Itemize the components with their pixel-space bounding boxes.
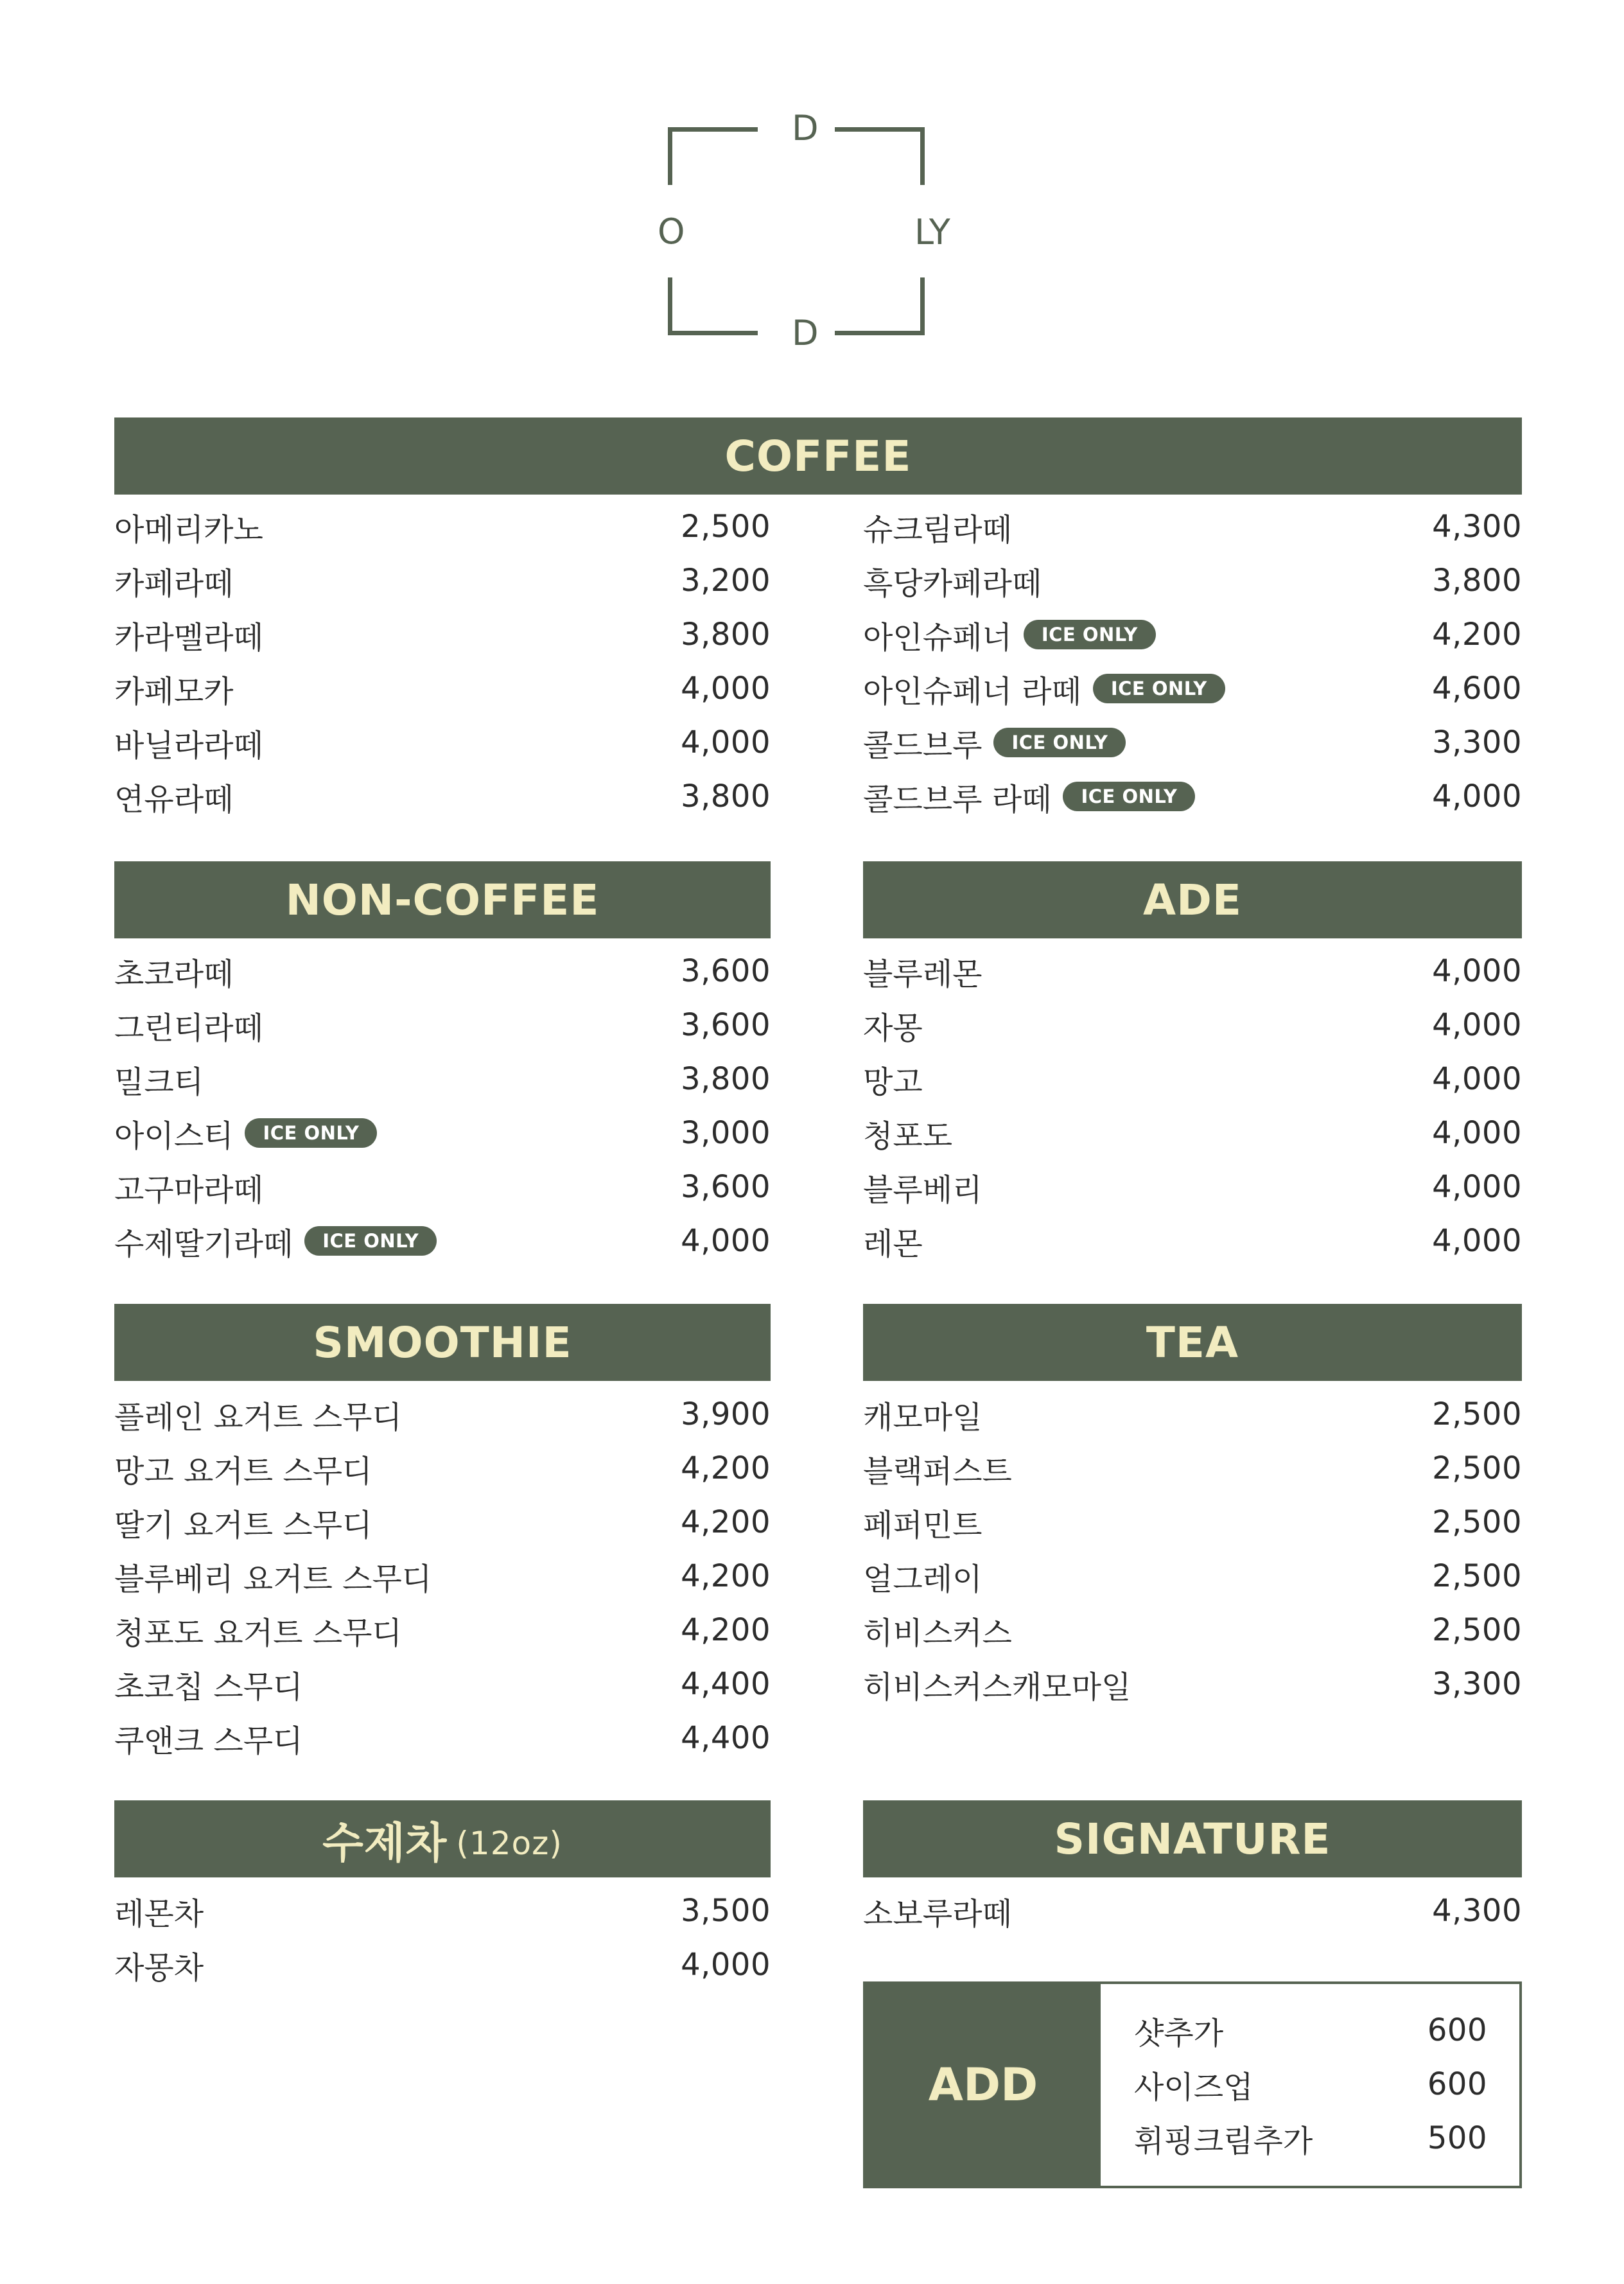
logo-letter-top: D	[792, 108, 819, 148]
item-name-text: 수제딸기라떼	[114, 1225, 293, 1262]
item-name: 초코칩 스무디	[114, 1669, 303, 1705]
item-price: 4,000	[1432, 1169, 1522, 1205]
item-name	[114, 1057, 204, 1102]
handmade-tea-list	[114, 1884, 771, 1992]
item-name: 망고 요거트 스무디	[114, 1453, 372, 1489]
item-price: 4,000	[1432, 1061, 1522, 1097]
menu-item	[863, 1603, 1522, 1657]
menu-item	[863, 500, 1522, 554]
item-name: 연유라떼	[114, 781, 234, 818]
item-price: 3,800	[681, 778, 771, 814]
add-option	[1134, 2111, 1487, 2165]
item-price: 4,400	[681, 1720, 771, 1756]
item-name	[863, 559, 1042, 603]
logo-frame-line	[668, 127, 672, 185]
ice-only-badge: ICE ONLY	[304, 1226, 437, 1256]
item-price: 3,500	[681, 1893, 771, 1929]
ice-only-badge: ICE ONLY	[245, 1118, 377, 1148]
menu-item	[114, 1441, 771, 1495]
item-name-text: 그린티라떼	[114, 1010, 263, 1046]
item-price: 2,500	[1432, 1504, 1522, 1540]
logo-letter-right: LY	[914, 212, 950, 252]
menu-item	[114, 716, 771, 769]
logo-frame-line	[668, 277, 672, 335]
menu-item	[114, 1603, 771, 1657]
item-name-text: 초코라떼	[114, 956, 234, 992]
item-price: 4,000	[681, 671, 771, 707]
add-option	[1134, 2057, 1487, 2111]
item-price: 4,000	[1432, 1007, 1522, 1043]
item-price: 3,900	[681, 1396, 771, 1432]
tea-list	[863, 1387, 1522, 1711]
menu-item	[114, 554, 771, 608]
coffee-header	[114, 417, 1522, 495]
item-price: 3,800	[1432, 563, 1522, 599]
option-price: 600	[1427, 2066, 1487, 2102]
logo-frame-line	[920, 277, 925, 335]
menu-item	[863, 1214, 1522, 1268]
option-name: 샷추가	[1134, 2015, 1224, 2051]
non-coffee-list	[114, 944, 771, 1268]
option-name: 휘핑크림추가	[1134, 2123, 1313, 2159]
menu-item	[863, 608, 1522, 662]
menu-item	[863, 554, 1522, 608]
item-name-text: 콜드브루	[863, 727, 982, 764]
menu-item	[114, 769, 771, 823]
menu-item	[863, 1549, 1522, 1603]
menu-item	[863, 1160, 1522, 1214]
coffee-list-right	[863, 500, 1522, 823]
item-price: 4,400	[681, 1666, 771, 1702]
item-name-text: 콜드브루 라떼	[863, 781, 1052, 818]
item-price: 4,200	[681, 1612, 771, 1648]
item-price: 2,500	[681, 509, 771, 545]
menu-item	[114, 1214, 771, 1268]
ade-title: ADE	[1143, 875, 1242, 925]
smoothie-title: SMOOTHIE	[313, 1317, 572, 1367]
menu-item	[863, 1441, 1522, 1495]
logo-frame-line	[835, 127, 925, 132]
item-name-text: 슈크림라떼	[863, 511, 1012, 548]
item-price: 3,200	[681, 563, 771, 599]
ice-only-badge: ICE ONLY	[1024, 620, 1156, 649]
item-price: 4,000	[1432, 1115, 1522, 1151]
item-price: 3,600	[681, 953, 771, 989]
logo-frame-line	[835, 331, 925, 335]
item-name: 소보루라떼	[863, 1895, 1012, 1932]
menu-item	[863, 1052, 1522, 1106]
item-name	[863, 775, 1195, 819]
item-name	[863, 721, 1126, 765]
menu-item	[114, 608, 771, 662]
tea-title: TEA	[1146, 1317, 1239, 1367]
item-price: 4,000	[681, 1223, 771, 1259]
ice-only-badge: ICE ONLY	[1063, 782, 1195, 811]
menu-item	[863, 944, 1522, 998]
menu-item	[863, 1657, 1522, 1711]
menu-item	[863, 716, 1522, 769]
item-name: 청포도	[863, 1118, 953, 1154]
menu-item	[114, 1106, 771, 1160]
signature-list	[863, 1884, 1522, 1938]
item-name	[863, 505, 1012, 549]
menu-item	[863, 1884, 1522, 1938]
item-price: 2,500	[1432, 1450, 1522, 1486]
item-price: 2,500	[1432, 1558, 1522, 1594]
item-name: 블랙퍼스트	[863, 1453, 1012, 1489]
item-name: 쿠앤크 스무디	[114, 1723, 303, 1759]
item-name-text: 흑당카페라떼	[863, 565, 1042, 602]
item-price: 3,000	[681, 1115, 771, 1151]
item-name-text: 고구마라떼	[114, 1172, 263, 1208]
item-price: 4,200	[681, 1504, 771, 1540]
item-name: 플레인 요거트 스무디	[114, 1399, 402, 1436]
item-name	[114, 1165, 263, 1209]
non-coffee-header	[114, 861, 771, 938]
item-price: 4,000	[681, 725, 771, 760]
item-name	[114, 1111, 377, 1155]
item-price: 4,000	[681, 1947, 771, 1983]
item-price: 4,000	[1432, 953, 1522, 989]
handmade-tea-header	[114, 1800, 771, 1877]
item-name: 카페라떼	[114, 565, 234, 602]
tea-header	[863, 1304, 1522, 1381]
logo-letter-bottom: D	[792, 313, 819, 353]
menu-item	[114, 662, 771, 716]
item-name: 청포도 요거트 스무디	[114, 1615, 402, 1651]
option-price: 500	[1427, 2120, 1487, 2156]
add-option	[1134, 2003, 1487, 2057]
menu-item	[114, 1160, 771, 1214]
option-name: 사이즈업	[1134, 2069, 1253, 2105]
menu-item	[114, 1387, 771, 1441]
menu-item	[863, 662, 1522, 716]
menu-item	[114, 1657, 771, 1711]
menu-item	[114, 1938, 771, 1992]
item-price: 4,300	[1432, 1893, 1522, 1929]
item-name: 카라멜라떼	[114, 619, 263, 656]
item-name: 레몬	[863, 1225, 923, 1262]
item-name: 캐모마일	[863, 1399, 982, 1436]
item-name: 얼그레이	[863, 1561, 982, 1597]
item-price: 2,500	[1432, 1612, 1522, 1648]
item-price: 4,200	[1432, 617, 1522, 653]
item-price: 4,300	[1432, 509, 1522, 545]
item-name-text: 아이스티	[114, 1118, 234, 1154]
logo-letter-left: O	[658, 211, 685, 252]
item-price: 4,200	[681, 1450, 771, 1486]
item-name: 카페모카	[114, 673, 234, 710]
item-name: 블루베리	[863, 1172, 982, 1208]
coffee-list-left	[114, 500, 771, 823]
item-name: 딸기 요거트 스무디	[114, 1507, 372, 1543]
menu-item	[114, 998, 771, 1052]
menu-item	[114, 500, 771, 554]
ice-only-badge: ICE ONLY	[993, 728, 1126, 757]
item-name-text: 아인슈페너 라떼	[863, 673, 1081, 710]
oddly-logo	[658, 108, 950, 353]
item-name	[114, 1003, 263, 1048]
item-name: 망고	[863, 1064, 923, 1100]
menu-item	[863, 1495, 1522, 1549]
coffee-title: COFFEE	[724, 431, 912, 481]
add-options-list	[1101, 1984, 1519, 2186]
item-name-text: 아인슈페너	[863, 619, 1012, 656]
item-price: 3,600	[681, 1007, 771, 1043]
logo-frame-line	[668, 331, 758, 335]
menu-item	[114, 1495, 771, 1549]
menu-item	[863, 769, 1522, 823]
item-name: 히비스커스캐모마일	[863, 1669, 1131, 1705]
item-price: 3,300	[1432, 1666, 1522, 1702]
ade-list	[863, 944, 1522, 1268]
menu-item	[863, 1387, 1522, 1441]
menu-item	[863, 998, 1522, 1052]
menu-item	[114, 1711, 771, 1765]
smoothie-header	[114, 1304, 771, 1381]
item-name-text: 밀크티	[114, 1064, 204, 1100]
menu-item	[114, 1549, 771, 1603]
item-name	[114, 949, 233, 994]
item-name: 자몽	[863, 1010, 923, 1046]
menu-item	[114, 1884, 771, 1938]
item-price: 2,500	[1432, 1396, 1522, 1432]
menu-item	[114, 944, 771, 998]
item-name: 페퍼민트	[863, 1507, 982, 1543]
item-price: 3,800	[681, 1061, 771, 1097]
menu-item	[114, 1052, 771, 1106]
item-price: 3,600	[681, 1169, 771, 1205]
logo-frame-line	[920, 127, 925, 185]
item-name: 자몽차	[114, 1949, 204, 1986]
option-price: 600	[1427, 2012, 1487, 2048]
item-name: 블루베리 요거트 스무디	[114, 1561, 432, 1597]
item-price: 3,300	[1432, 725, 1522, 760]
item-name	[114, 1219, 437, 1263]
ice-only-badge: ICE ONLY	[1093, 674, 1225, 703]
item-name: 블루레몬	[863, 956, 982, 992]
item-name: 히비스커스	[863, 1615, 1012, 1651]
item-name	[863, 667, 1225, 711]
non-coffee-title: NON-COFFEE	[285, 875, 600, 925]
menu-item	[863, 1106, 1522, 1160]
item-name: 아메리카노	[114, 511, 263, 548]
item-name	[863, 613, 1156, 657]
item-name: 레몬차	[114, 1895, 204, 1932]
item-price: 4,000	[1432, 778, 1522, 814]
item-price: 4,000	[1432, 1223, 1522, 1259]
item-name: 바닐라라떼	[114, 727, 263, 764]
add-options-box	[863, 1981, 1522, 2188]
item-price: 4,600	[1432, 671, 1522, 707]
item-price: 3,800	[681, 617, 771, 653]
add-label: ADD	[866, 1984, 1101, 2186]
item-price: 4,200	[681, 1558, 771, 1594]
logo-frame-line	[668, 127, 758, 132]
handmade-tea-subtitle: (12oz)	[456, 1825, 563, 1862]
smoothie-list	[114, 1387, 771, 1765]
ade-header	[863, 861, 1522, 938]
signature-title: SIGNATURE	[1054, 1814, 1331, 1864]
signature-header	[863, 1800, 1522, 1877]
handmade-tea-title: 수제차	[322, 1818, 448, 1868]
